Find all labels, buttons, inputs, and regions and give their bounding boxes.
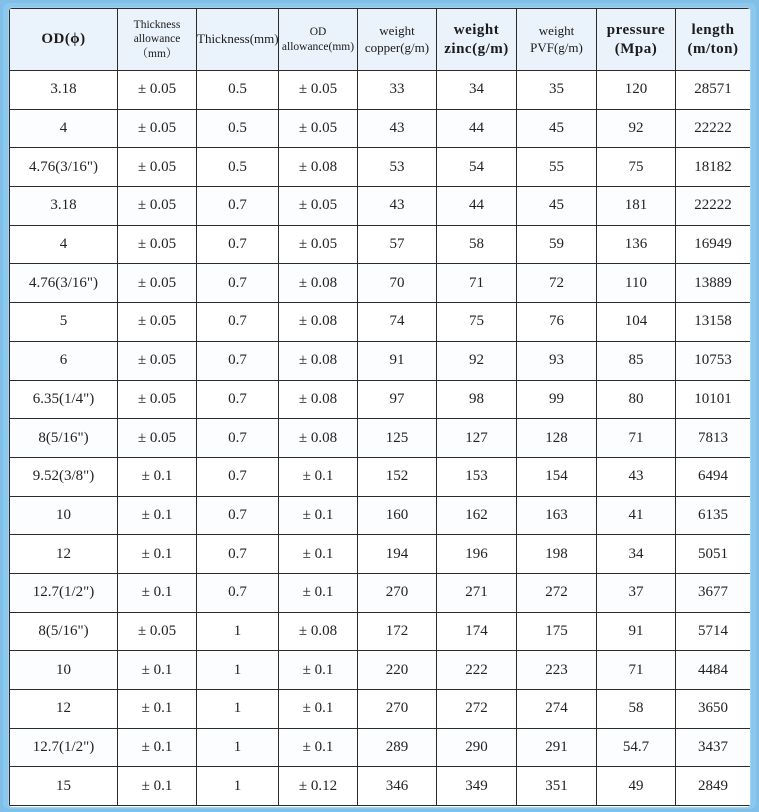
cell-thickness-allowance: ± 0.05 (118, 148, 197, 187)
column-header-line: Thickness (133, 18, 181, 31)
cell-weight-zinc: 271 (437, 573, 517, 612)
cell-length: 7813 (676, 419, 751, 458)
cell-thickness-allowance: ± 0.05 (118, 71, 197, 110)
cell-thickness: 0.7 (197, 573, 279, 612)
cell-thickness: 0.7 (197, 496, 279, 535)
cell-thickness-allowance: ± 0.05 (118, 225, 197, 264)
cell-thickness: 0.5 (197, 148, 279, 187)
cell-weight-copper: 270 (358, 573, 437, 612)
cell-thickness-allowance: ± 0.05 (118, 612, 197, 651)
cell-thickness-allowance: ± 0.05 (118, 419, 197, 458)
cell-weight-pvf: 272 (517, 573, 597, 612)
cell-length: 5714 (676, 612, 751, 651)
cell-weight-zinc: 196 (437, 535, 517, 574)
cell-od-allowance: ± 0.08 (279, 264, 358, 303)
cell-od-allowance: ± 0.1 (279, 728, 358, 767)
cell-weight-pvf: 163 (517, 496, 597, 535)
cell-weight-copper: 289 (358, 728, 437, 767)
column-header-line: OD(ϕ) (41, 31, 86, 48)
cell-pressure: 37 (597, 573, 676, 612)
cell-weight-pvf: 154 (517, 457, 597, 496)
table-row (10, 728, 751, 767)
cell-weight-zinc: 34 (437, 71, 517, 110)
cell-od-allowance: ± 0.08 (279, 303, 358, 342)
cell-thickness: 1 (197, 690, 279, 729)
column-header-thickness-allowance (118, 9, 197, 71)
table-panel (8, 7, 751, 808)
cell-thickness-allowance: ± 0.1 (118, 457, 197, 496)
column-header-line: OD (309, 26, 327, 39)
cell-thickness-allowance: ± 0.05 (118, 303, 197, 342)
cell-pressure: 110 (597, 264, 676, 303)
cell-od: 10 (10, 496, 118, 535)
table-row (10, 71, 751, 110)
table-row (10, 109, 751, 148)
column-header-line: allowance（mm） (133, 33, 181, 60)
cell-length: 22222 (676, 109, 751, 148)
column-header-line: PVF(g/m) (530, 39, 583, 55)
table-row (10, 225, 751, 264)
cell-weight-pvf: 45 (517, 109, 597, 148)
cell-length: 5051 (676, 535, 751, 574)
cell-thickness-allowance: ± 0.1 (118, 690, 197, 729)
cell-weight-copper: 270 (358, 690, 437, 729)
cell-weight-zinc: 44 (437, 187, 517, 226)
cell-od: 12.7(1/2") (10, 728, 118, 767)
cell-weight-zinc: 222 (437, 651, 517, 690)
cell-pressure: 136 (597, 225, 676, 264)
cell-length: 3437 (676, 728, 751, 767)
cell-od: 12 (10, 535, 118, 574)
cell-length: 18182 (676, 148, 751, 187)
cell-weight-pvf: 175 (517, 612, 597, 651)
cell-od: 6.35(1/4") (10, 380, 118, 419)
cell-thickness-allowance: ± 0.1 (118, 573, 197, 612)
cell-weight-copper: 152 (358, 457, 437, 496)
cell-weight-pvf: 76 (517, 303, 597, 342)
table-row (10, 690, 751, 729)
cell-weight-copper: 346 (358, 767, 437, 806)
cell-length: 6135 (676, 496, 751, 535)
cell-weight-copper: 74 (358, 303, 437, 342)
cell-od: 4 (10, 225, 118, 264)
cell-od: 4 (10, 109, 118, 148)
cell-weight-copper: 70 (358, 264, 437, 303)
column-header-od (10, 9, 118, 71)
cell-od: 4.76(3/16") (10, 148, 118, 187)
cell-od-allowance: ± 0.1 (279, 535, 358, 574)
cell-weight-copper: 43 (358, 187, 437, 226)
cell-weight-zinc: 44 (437, 109, 517, 148)
cell-weight-pvf: 59 (517, 225, 597, 264)
column-header-line: weight (453, 21, 500, 38)
table-body (10, 71, 751, 806)
cell-pressure: 43 (597, 457, 676, 496)
cell-thickness: 0.5 (197, 71, 279, 110)
table-row (10, 419, 751, 458)
cell-weight-zinc: 98 (437, 380, 517, 419)
cell-weight-pvf: 351 (517, 767, 597, 806)
cell-weight-copper: 172 (358, 612, 437, 651)
cell-od-allowance: ± 0.08 (279, 380, 358, 419)
cell-thickness: 0.7 (197, 535, 279, 574)
column-header-line: Thickness(mm) (197, 31, 279, 47)
cell-length: 16949 (676, 225, 751, 264)
cell-length: 13158 (676, 303, 751, 342)
cell-thickness: 0.7 (197, 457, 279, 496)
cell-weight-zinc: 127 (437, 419, 517, 458)
cell-od: 3.18 (10, 187, 118, 226)
cell-thickness: 1 (197, 767, 279, 806)
cell-length: 22222 (676, 187, 751, 226)
cell-od: 10 (10, 651, 118, 690)
table-row (10, 535, 751, 574)
cell-length: 3650 (676, 690, 751, 729)
cell-length: 13889 (676, 264, 751, 303)
cell-weight-pvf: 223 (517, 651, 597, 690)
cell-od: 5 (10, 303, 118, 342)
cell-od-allowance: ± 0.1 (279, 457, 358, 496)
cell-weight-pvf: 291 (517, 728, 597, 767)
table-row (10, 767, 751, 806)
cell-weight-pvf: 45 (517, 187, 597, 226)
table-row (10, 573, 751, 612)
cell-weight-zinc: 290 (437, 728, 517, 767)
cell-od-allowance: ± 0.08 (279, 419, 358, 458)
cell-thickness: 1 (197, 651, 279, 690)
cell-od-allowance: ± 0.08 (279, 612, 358, 651)
cell-weight-copper: 160 (358, 496, 437, 535)
cell-thickness-allowance: ± 0.1 (118, 767, 197, 806)
cell-od: 8(5/16") (10, 419, 118, 458)
cell-weight-zinc: 153 (437, 457, 517, 496)
cell-od-allowance: ± 0.08 (279, 341, 358, 380)
cell-weight-pvf: 35 (517, 71, 597, 110)
cell-thickness-allowance: ± 0.1 (118, 728, 197, 767)
table-row (10, 380, 751, 419)
cell-thickness-allowance: ± 0.1 (118, 535, 197, 574)
cell-weight-copper: 57 (358, 225, 437, 264)
cell-thickness-allowance: ± 0.05 (118, 264, 197, 303)
cell-thickness-allowance: ± 0.05 (118, 341, 197, 380)
cell-weight-pvf: 72 (517, 264, 597, 303)
cell-pressure: 41 (597, 496, 676, 535)
cell-weight-copper: 220 (358, 651, 437, 690)
cell-weight-zinc: 54 (437, 148, 517, 187)
table-row (10, 187, 751, 226)
cell-weight-copper: 194 (358, 535, 437, 574)
column-header-line: (Mpa) (614, 40, 658, 57)
column-header-line: pressure (606, 21, 666, 38)
cell-weight-pvf: 55 (517, 148, 597, 187)
cell-pressure: 104 (597, 303, 676, 342)
table-row (10, 341, 751, 380)
cell-od: 15 (10, 767, 118, 806)
column-header-line: length (691, 21, 735, 38)
cell-thickness-allowance: ± 0.05 (118, 380, 197, 419)
cell-length: 4484 (676, 651, 751, 690)
cell-od: 9.52(3/8") (10, 457, 118, 496)
cell-weight-pvf: 274 (517, 690, 597, 729)
cell-weight-copper: 125 (358, 419, 437, 458)
cell-length: 2849 (676, 767, 751, 806)
cell-pressure: 75 (597, 148, 676, 187)
cell-weight-zinc: 92 (437, 341, 517, 380)
cell-thickness-allowance: ± 0.1 (118, 651, 197, 690)
column-header-line: zinc(g/m) (444, 40, 509, 57)
cell-od: 3.18 (10, 71, 118, 110)
cell-weight-zinc: 71 (437, 264, 517, 303)
cell-od-allowance: ± 0.12 (279, 767, 358, 806)
column-header-od-allowance (279, 9, 358, 71)
cell-od-allowance: ± 0.08 (279, 148, 358, 187)
table-row (10, 148, 751, 187)
cell-length: 6494 (676, 457, 751, 496)
cell-od: 8(5/16") (10, 612, 118, 651)
cell-weight-copper: 97 (358, 380, 437, 419)
column-header-line: allowance(mm) (281, 40, 355, 53)
cell-od-allowance: ± 0.1 (279, 690, 358, 729)
column-header-weight-pvf (517, 9, 597, 71)
cell-length: 3677 (676, 573, 751, 612)
cell-pressure: 54.7 (597, 728, 676, 767)
cell-length: 10753 (676, 341, 751, 380)
cell-pressure: 34 (597, 535, 676, 574)
column-header-line: weight (379, 23, 415, 39)
table-row (10, 496, 751, 535)
cell-weight-pvf: 93 (517, 341, 597, 380)
column-header-line: (m/ton) (687, 40, 739, 57)
table-row (10, 303, 751, 342)
cell-od: 4.76(3/16") (10, 264, 118, 303)
cell-thickness: 0.7 (197, 380, 279, 419)
cell-weight-copper: 43 (358, 109, 437, 148)
column-header-line: copper(g/m) (364, 39, 430, 55)
cell-weight-zinc: 174 (437, 612, 517, 651)
cell-pressure: 71 (597, 419, 676, 458)
cell-weight-pvf: 99 (517, 380, 597, 419)
cell-od-allowance: ± 0.05 (279, 225, 358, 264)
column-header-weight-copper (358, 9, 437, 71)
cell-thickness-allowance: ± 0.05 (118, 187, 197, 226)
table-row (10, 612, 751, 651)
cell-od: 12 (10, 690, 118, 729)
cell-pressure: 80 (597, 380, 676, 419)
cell-length: 10101 (676, 380, 751, 419)
table-row (10, 264, 751, 303)
cell-weight-copper: 91 (358, 341, 437, 380)
cell-thickness: 1 (197, 612, 279, 651)
table-row (10, 457, 751, 496)
column-header-weight-zinc (437, 9, 517, 71)
column-header-thickness (197, 9, 279, 71)
cell-weight-pvf: 128 (517, 419, 597, 458)
cell-pressure: 91 (597, 612, 676, 651)
cell-thickness-allowance: ± 0.05 (118, 109, 197, 148)
column-header-pressure (597, 9, 676, 71)
cell-weight-zinc: 75 (437, 303, 517, 342)
cell-thickness: 0.7 (197, 419, 279, 458)
cell-od: 12.7(1/2") (10, 573, 118, 612)
cell-od-allowance: ± 0.1 (279, 573, 358, 612)
cell-weight-zinc: 349 (437, 767, 517, 806)
cell-thickness: 1 (197, 728, 279, 767)
cell-pressure: 92 (597, 109, 676, 148)
cell-od: 6 (10, 341, 118, 380)
cell-thickness: 0.5 (197, 109, 279, 148)
cell-pressure: 71 (597, 651, 676, 690)
cell-pressure: 49 (597, 767, 676, 806)
header-row (10, 9, 751, 71)
cell-pressure: 85 (597, 341, 676, 380)
cell-length: 28571 (676, 71, 751, 110)
cell-weight-zinc: 162 (437, 496, 517, 535)
cell-pressure: 120 (597, 71, 676, 110)
cell-pressure: 58 (597, 690, 676, 729)
cell-thickness: 0.7 (197, 264, 279, 303)
cell-thickness-allowance: ± 0.1 (118, 496, 197, 535)
cell-od-allowance: ± 0.05 (279, 187, 358, 226)
cell-thickness: 0.7 (197, 225, 279, 264)
cell-weight-pvf: 198 (517, 535, 597, 574)
table-header (10, 9, 751, 71)
cell-weight-zinc: 272 (437, 690, 517, 729)
cell-thickness: 0.7 (197, 303, 279, 342)
cell-od-allowance: ± 0.1 (279, 651, 358, 690)
cell-pressure: 181 (597, 187, 676, 226)
column-header-length (676, 9, 751, 71)
cell-od-allowance: ± 0.05 (279, 109, 358, 148)
cell-weight-copper: 53 (358, 148, 437, 187)
cell-thickness: 0.7 (197, 187, 279, 226)
spec-table (9, 8, 751, 806)
table-frame (3, 3, 756, 809)
column-header-line: weight (538, 23, 575, 39)
cell-od-allowance: ± 0.05 (279, 71, 358, 110)
cell-thickness: 0.7 (197, 341, 279, 380)
cell-weight-zinc: 58 (437, 225, 517, 264)
cell-weight-copper: 33 (358, 71, 437, 110)
table-row (10, 651, 751, 690)
cell-od-allowance: ± 0.1 (279, 496, 358, 535)
